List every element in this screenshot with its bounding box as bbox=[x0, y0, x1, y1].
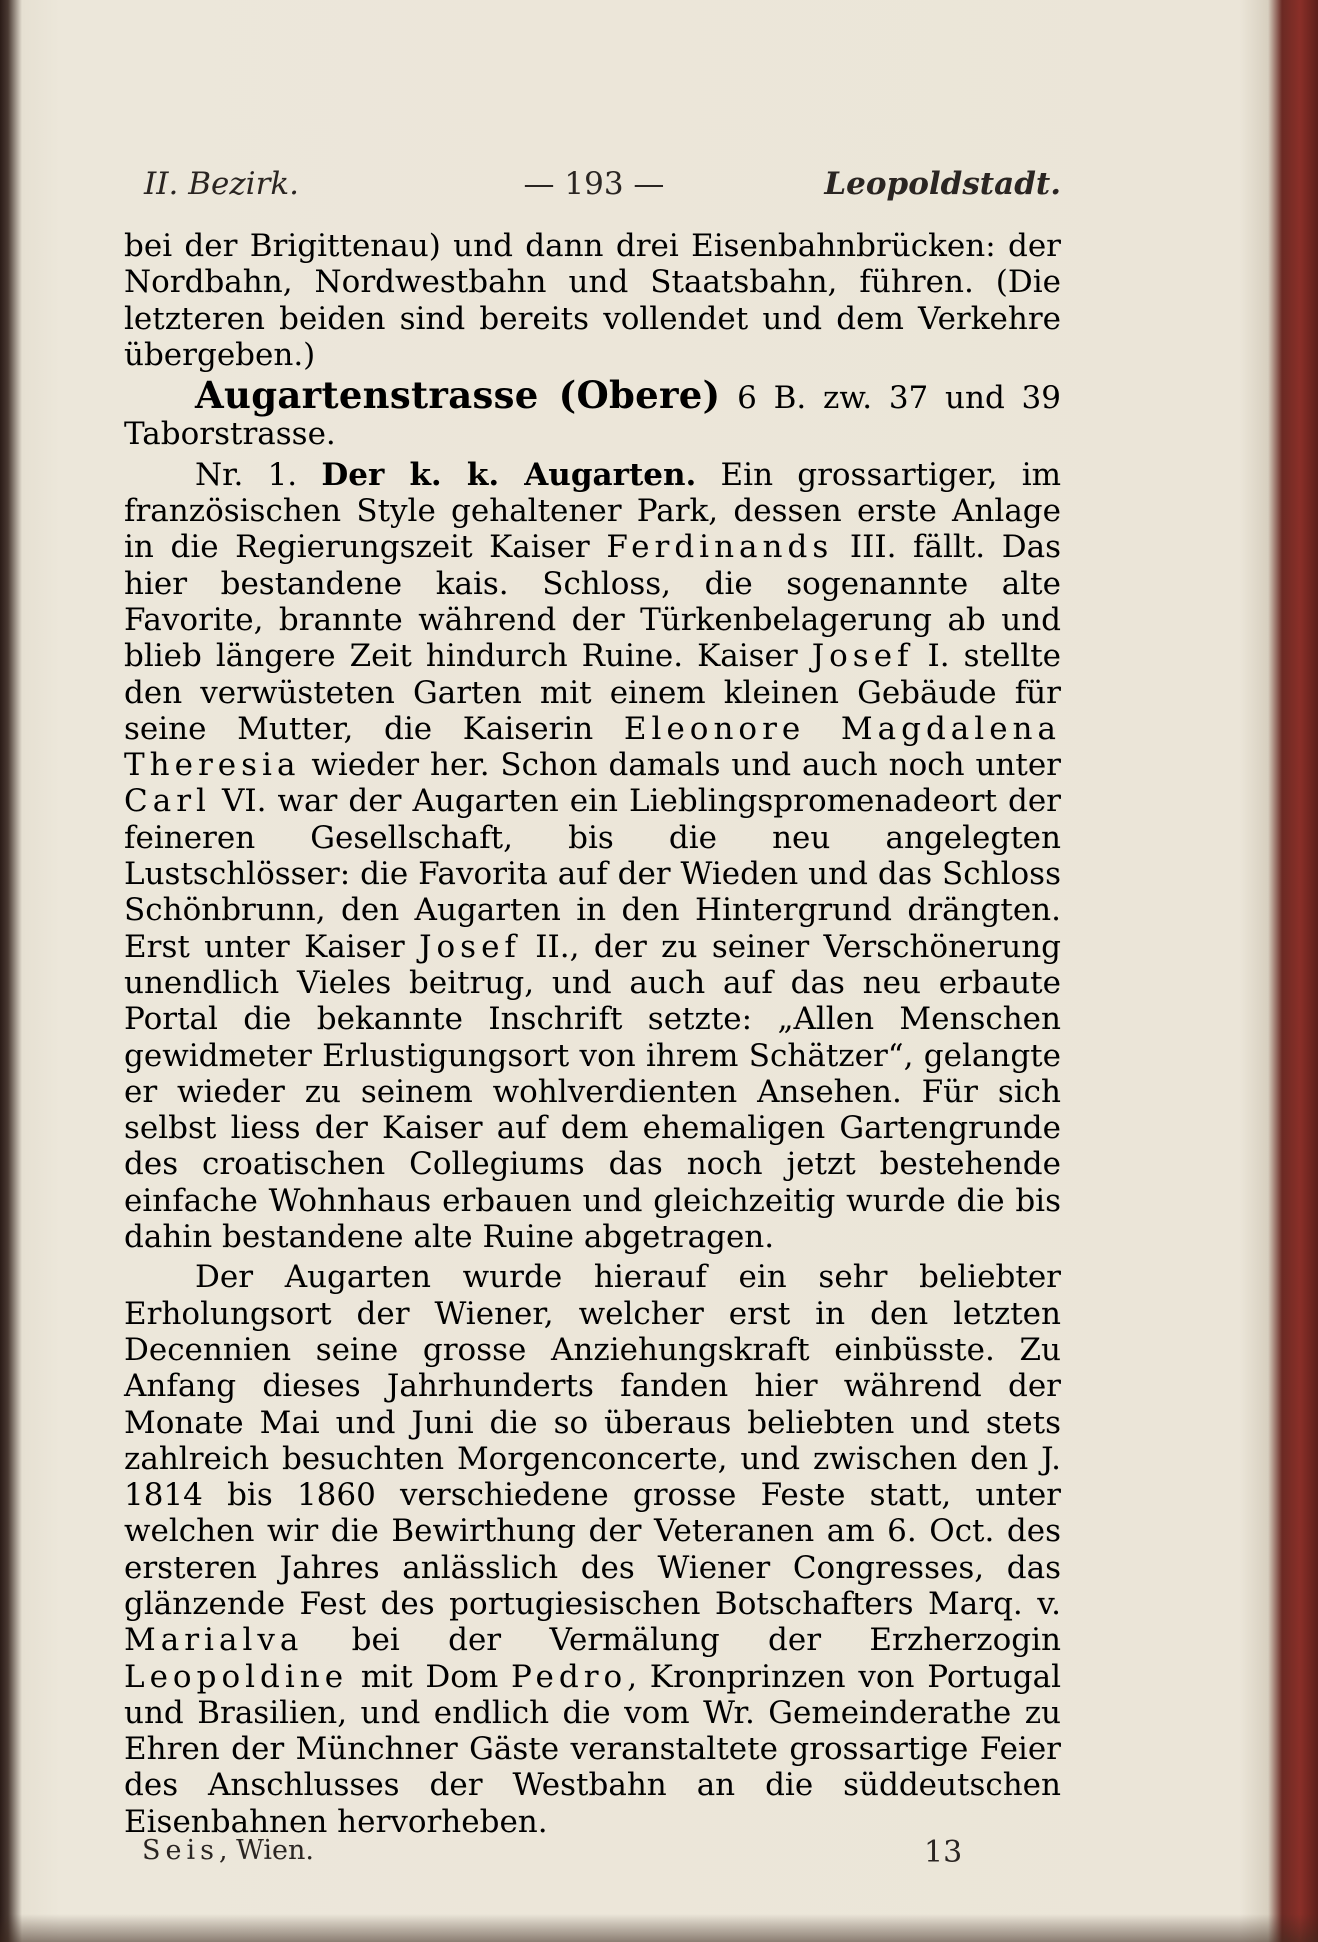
text-run: III. fällt. Das hier bestandene kais. Schloss, die sogenannte alte Favorite, brannte während der Türkenbelagerung ab und blieb längere Zeit hindurch Ruine. Kaiser bbox=[124, 529, 1061, 675]
page-footer bbox=[124, 1835, 1061, 1869]
entry-number: Nr. 1. bbox=[195, 456, 322, 493]
header-page-number: — 193 — bbox=[523, 166, 665, 202]
paragraph-history bbox=[124, 1259, 1061, 1840]
text-run: VI. war der Augarten ein Lieblingspromenadeort der feineren Gesellschaft, bis die neu angelegten Lustschlösser: die Favorita auf der Wieden und das Schloss Schönbrunn, den Augarten in den Hintergrund drängten. Erst unter Kaiser bbox=[124, 783, 1061, 965]
spaced-name: Pedro bbox=[511, 1658, 628, 1695]
street-entry bbox=[124, 373, 1061, 453]
text-run: bei der Vermälung der Erzherzogin bbox=[303, 1622, 1061, 1659]
paragraph-continuation: bei der Brigittenau) und dann drei Eisenbahnbrücken: der Nordbahn, Nordwestbahn und Staatsbahn, führen. (Die letzteren beiden sind bereits vollendet und dem Verkehre übergeben.) bbox=[124, 228, 1061, 373]
street-heading: Augartenstrasse (Obere) bbox=[195, 373, 721, 418]
paragraph-augarten bbox=[124, 457, 1061, 1256]
spaced-name: Eleonore Magdalena Theresia bbox=[124, 710, 1061, 784]
spaced-name: Josef bbox=[419, 928, 521, 965]
spaced-name: Josef bbox=[811, 638, 914, 675]
text-run: Der Augarten wurde hierauf ein sehr beliebter Erholungsort der Wiener, welcher erst in den letzten Decennien seine grosse Anziehungskraft einbüsste. Zu Anfang dieses Jahrhunderts fanden hier während der Monate Mai und Juni die so überaus beliebten und stets zahlreich besuchten Morgenconcerte, und zwischen den J. 1814 bis 1860 verschiedene grosse Feste statt, unter welchen wir die Bewirthung der Veteranen am 6. Oct. des ersteren Jahres anlässlich des Wiener Congresses, das glänzende Fest des portugiesischen Botschafters Marq. v. bbox=[124, 1259, 1061, 1622]
spaced-name: Marialva bbox=[124, 1622, 304, 1659]
text-run: Ein grossartiger, im französischen Style gehaltener Park, dessen erste Anlage in die Regierungszeit Kaiser bbox=[124, 456, 1062, 566]
header-district-name: Leopoldstadt. bbox=[824, 166, 1061, 202]
spaced-name: Ferdinands bbox=[606, 529, 834, 566]
street-location: 6 B. zw. 37 und 39 Taborstrasse. bbox=[124, 380, 1061, 453]
page-body bbox=[124, 228, 1061, 1840]
footer-place: , Wien. bbox=[218, 1835, 314, 1866]
entry-title: Der k. k. Augarten. bbox=[321, 456, 697, 493]
text-run: mit Dom bbox=[348, 1658, 512, 1695]
text-run: II., der zu seiner Verschönerung unendlich Vieles beitrug, und auch auf das neu erbaute Portal die bekannte Inschrift setzte: „Allen Menschen gewidmeter Erlustigungsort von ihrem Schätzer“, gelangte er wieder zu seinem wohlverdienten Ansehen. Für sich selbst liess der Kaiser auf dem ehemaligen Gartengrunde des croatischen Collegiums das noch jetzt bestehende einfache Wohnhaus erbauen und gleichzeitig wurde die bis dahin bestandene alte Ruine abgetragen. bbox=[124, 928, 1062, 1256]
running-header bbox=[124, 166, 1061, 206]
header-district: II. Bezirk. bbox=[144, 166, 300, 202]
sheet-number: 13 bbox=[924, 1835, 963, 1870]
footer-author: Seis bbox=[142, 1835, 219, 1866]
text-run: , Kronprinzen von Portugal und Brasilien, und endlich die vom Wr. Gemeinderathe zu Ehren der Münchner Gäste veranstaltete grossartige Feier des Anschlusses der Westbahn an die süddeutschen Eisenbahnen hervorheben. bbox=[124, 1658, 1061, 1840]
signature-mark bbox=[142, 1835, 314, 1866]
text-run: wieder her. Schon damals und auch noch unter bbox=[300, 747, 1061, 784]
spaced-name: Carl bbox=[124, 783, 211, 820]
text-run: I. stellte den verwüsteten Garten mit einem kleinen Gebäude für seine Mutter, die Kaiserin bbox=[124, 638, 1061, 747]
spaced-name: Leopoldine bbox=[124, 1658, 349, 1695]
